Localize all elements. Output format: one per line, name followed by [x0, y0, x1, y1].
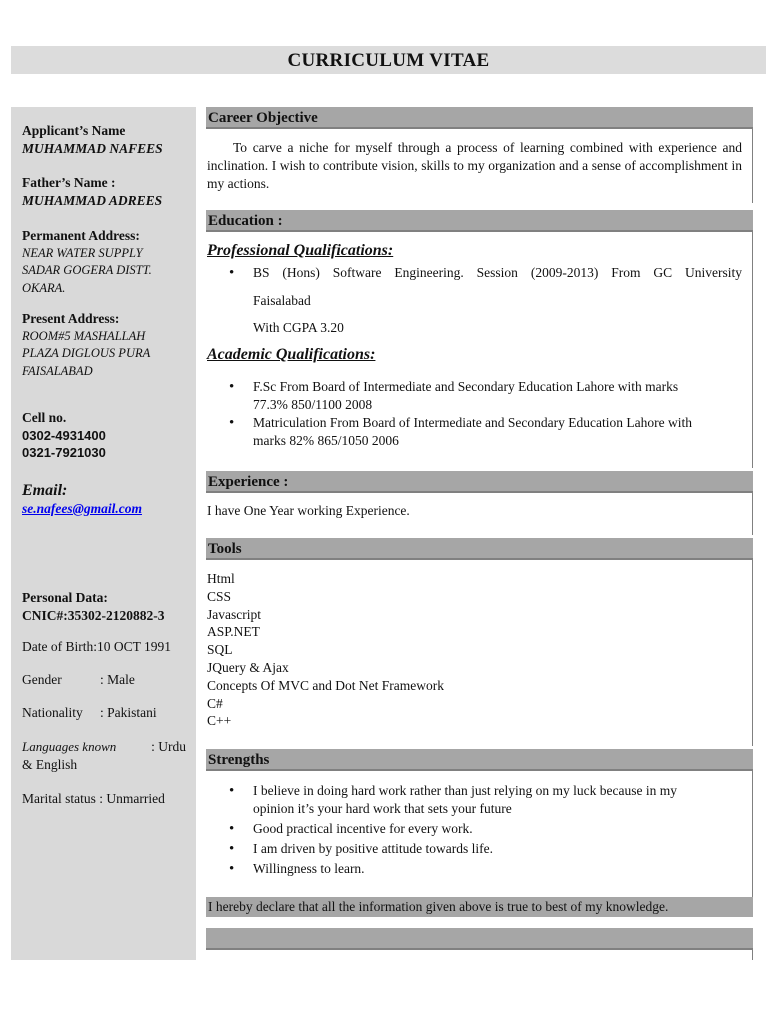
- personal-data-label: Personal Data:: [22, 590, 108, 605]
- present-address-line: FAISALABAD: [22, 363, 93, 378]
- nationality-row: [22, 704, 157, 722]
- tools-list: [207, 570, 444, 730]
- list-item-text: • F.Sc From Board of Intermediate and Secondary Education Lahore with marks: [253, 379, 679, 394]
- academic-list: [207, 378, 742, 450]
- empty-section-bar: [206, 928, 753, 950]
- marital-status: Marital status : Unmarried: [22, 791, 165, 806]
- tool-item: JQuery & Ajax: [207, 659, 289, 675]
- section-border: [752, 493, 753, 535]
- tools-heading: Tools: [206, 538, 753, 560]
- applicant-block: [22, 122, 163, 157]
- personal-data-block: [22, 589, 165, 624]
- cnic: CNIC#:35302-2120882-3: [22, 607, 165, 623]
- languages-value-cont: & English: [22, 756, 78, 772]
- career-objective-heading: Career Objective: [206, 107, 753, 129]
- tool-item: Html: [207, 571, 235, 586]
- academic-qualifications-heading: Academic Qualifications:: [207, 346, 376, 363]
- section-border: [752, 232, 753, 468]
- gender-row: [22, 671, 135, 689]
- cell-number: 0321-7921030: [22, 445, 106, 460]
- professional-qualifications-heading: Professional Qualifications:: [207, 242, 394, 259]
- tool-item: C++: [207, 713, 232, 729]
- list-item-text: • Willingness to learn.: [253, 861, 365, 876]
- list-item-text: 77.3% 850/1100 2008: [253, 397, 373, 412]
- permanent-address-line: SADAR GOGERA DISTT.: [22, 263, 152, 277]
- applicant-label: Applicant’s Name: [22, 123, 126, 138]
- cell-block: [22, 409, 106, 462]
- experience-heading: Experience :: [206, 471, 753, 493]
- father-label: Father’s Name :: [22, 175, 116, 190]
- list-item-text: marks 82% 865/1050 2006: [253, 433, 399, 448]
- list-item-text: • I am driven by positive attitude towards life.: [253, 841, 493, 856]
- present-address-line: ROOM#5 MASHALLAH: [22, 328, 146, 343]
- permanent-address-label: Permanent Address:: [22, 228, 140, 243]
- email-label: Email:: [22, 482, 68, 499]
- email-block: [22, 482, 142, 517]
- applicant-name: MUHAMMAD NAFEES: [22, 140, 163, 156]
- languages-value: : Urdu: [151, 739, 186, 754]
- professional-line: With CGPA 3.20: [253, 320, 344, 335]
- permanent-address-line: NEAR WATER SUPPLY: [22, 245, 143, 260]
- list-item: [207, 860, 742, 878]
- declaration: I hereby declare that all the information given above is true to best of my knowledge.: [206, 897, 753, 917]
- section-border: [752, 771, 753, 897]
- present-address-block: [22, 310, 150, 380]
- section-border: [752, 950, 753, 960]
- list-item-text: • I believe in doing hard work rather than just relying on my luck because in my: [253, 783, 678, 798]
- present-address-line: PLAZA DIGLOUS PURA: [22, 346, 151, 360]
- experience-text: I have One Year working Experience.: [207, 503, 410, 518]
- date-of-birth: Date of Birth:10 OCT 1991: [22, 639, 171, 654]
- list-item-text: • Good practical incentive for every work.: [253, 821, 473, 836]
- list-item: [207, 414, 742, 450]
- list-item-text: BS (Hons) Software Engineering. Session (2009-2013) From GC University: [253, 265, 742, 280]
- professional-list: [207, 264, 742, 282]
- permanent-address-line: OKARA.: [22, 280, 66, 295]
- list-item: [207, 378, 742, 414]
- list-item: [207, 840, 742, 858]
- tool-item: SQL: [207, 642, 233, 658]
- professional-line: Faisalabad: [253, 293, 311, 308]
- section-border: [752, 560, 753, 746]
- tool-item: Javascript: [207, 606, 261, 622]
- languages-label: Languages known: [22, 739, 117, 754]
- list-item: [207, 782, 742, 818]
- career-objective-text: To carve a niche for myself through a process of learning combined with experience and inclination. I wish to contribute vision, skills to my organization and a sense of accomplishment in my actions.: [207, 140, 742, 191]
- permanent-address-block: [22, 227, 152, 297]
- tool-item: ASP.NET: [207, 624, 260, 640]
- tool-item: CSS: [207, 588, 232, 604]
- father-block: [22, 174, 162, 209]
- page-title: CURRICULUM VITAE: [11, 46, 766, 74]
- list-item: [207, 820, 742, 838]
- cell-label: Cell no.: [22, 410, 67, 425]
- list-item-text: opinion it’s your hard work that sets your future: [253, 801, 512, 816]
- education-heading: Education :: [206, 210, 753, 232]
- nationality-label: Nationality: [22, 705, 83, 720]
- list-item: [207, 264, 742, 282]
- gender-value: : Male: [100, 672, 135, 687]
- list-item-text: • Matriculation From Board of Intermediate and Secondary Education Lahore with: [253, 415, 692, 430]
- languages-row: [22, 738, 186, 773]
- present-address-label: Present Address:: [22, 311, 120, 326]
- nationality-value: : Pakistani: [100, 705, 157, 720]
- gender-label: Gender: [22, 672, 62, 687]
- strengths-heading: Strengths: [206, 749, 753, 771]
- strengths-list: [207, 782, 742, 878]
- section-border: [752, 129, 753, 203]
- father-name: MUHAMMAD ADREES: [22, 192, 163, 208]
- cell-number: 0302-4931400: [22, 427, 106, 443]
- tool-item: Concepts Of MVC and Dot Net Framework: [207, 677, 444, 693]
- tool-item: C#: [207, 695, 223, 711]
- email-link[interactable]: se.nafees@gmail.com: [22, 500, 142, 516]
